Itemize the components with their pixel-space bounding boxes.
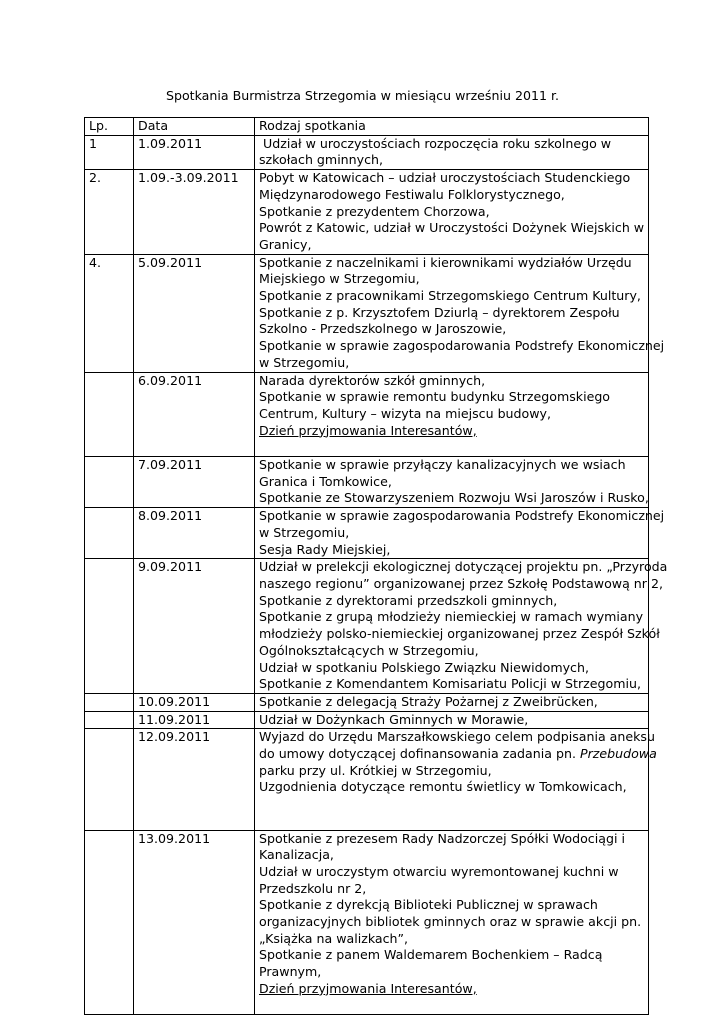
description-line: Granicy, — [259, 236, 312, 252]
description-line: Spotkanie z panem Waldemarem Bochenkiem – Radcą — [259, 947, 603, 963]
description-line: w Strzegomiu, — [259, 354, 350, 370]
row-lp — [85, 559, 134, 694]
table-row — [85, 711, 649, 729]
row-date: 13.09.2011 — [134, 830, 255, 1015]
description-line: Spotkanie z p. Krzysztofem Dziurlą – dyrektorem Zespołu — [259, 304, 620, 320]
header-date: Data — [134, 118, 255, 136]
description-line: Spotkanie z pracownikami Strzegomskiego Centrum Kultury, — [259, 288, 641, 304]
description-blank-line — [259, 439, 648, 456]
description-line: Międzynarodowego Festiwalu Folklorystycznego, — [259, 186, 565, 202]
row-date: 8.09.2011 — [134, 508, 255, 559]
row-date: 10.09.2011 — [134, 693, 255, 711]
description-blank-line — [259, 813, 648, 830]
description-line: Prawnym, — [259, 964, 322, 980]
description-line: Centrum, Kultury – wizyta na miejscu budowy, — [259, 405, 551, 421]
description-line: Dzień przyjmowania Interesantów, — [259, 422, 477, 438]
row-lp — [85, 457, 134, 508]
row-description — [255, 559, 668, 694]
description-line: Spotkanie w sprawie zagospodarowania Podstrefy Ekonomicznej — [259, 338, 665, 354]
row-description — [255, 170, 649, 255]
row-lp: 2. — [85, 170, 134, 255]
row-date: 12.09.2011 — [134, 729, 255, 830]
row-date: 9.09.2011 — [134, 559, 255, 694]
description-line: Udział w uroczystościach rozpoczęcia roku szkolnego w — [263, 135, 612, 151]
header-lp: Lp. — [85, 118, 134, 136]
description-line — [259, 746, 657, 763]
table-row — [85, 508, 649, 559]
description-line: Udział w spotkaniu Polskiego Związku Niewidomych, — [259, 659, 589, 675]
row-description — [255, 372, 649, 457]
description-line: Spotkanie w sprawie remontu budynku Strzegomskiego — [259, 389, 611, 405]
table-row — [85, 830, 649, 1015]
description-line: w Strzegomiu, — [259, 524, 350, 540]
row-description — [255, 693, 649, 711]
description-line: Udział w prelekcji ekologicznej dotyczącej projektu pn. „Przyroda — [259, 559, 668, 575]
row-lp — [85, 508, 134, 559]
description-line: Granica i Tomkowice, — [259, 473, 392, 489]
row-description — [255, 830, 649, 1015]
row-description — [255, 508, 665, 559]
description-line: Spotkanie z Komendantem Komisariatu Policji w Strzegomiu, — [259, 676, 641, 692]
description-blank-line — [259, 998, 648, 1015]
description-line: Spotkanie z dyrektorami przedszkoli gminnych, — [259, 592, 558, 608]
row-description — [255, 711, 649, 729]
row-date: 7.09.2011 — [134, 457, 255, 508]
description-line: Udział w Dożynkach Gminnych w Morawie, — [259, 711, 529, 727]
description-line: Spotkanie z prezydentem Chorzowa, — [259, 203, 490, 219]
description-line: Spotkanie w sprawie przyłączy kanalizacyjnych we wsiach — [259, 457, 626, 473]
description-line: Pobyt w Katowicach – udział uroczystościach Studenckiego — [259, 170, 631, 186]
meetings-table — [84, 117, 668, 1015]
table-row — [85, 729, 649, 830]
row-lp — [85, 372, 134, 457]
description-line: Narada dyrektorów szkół gminnych, — [259, 372, 486, 388]
description-line: „Książka na walizkach”, — [259, 930, 409, 946]
project-name-italic-line: parku przy ul. Krótkiej w Strzegomiu, — [259, 762, 492, 778]
page-title: Spotkania Burmistrza Strzegomia w miesiącu wrześniu 2011 r. — [165, 88, 560, 103]
description-line: Spotkanie ze Stowarzyszeniem Rozwoju Wsi Jaroszów i Rusko, — [259, 490, 649, 506]
table-row — [85, 254, 649, 372]
row-description — [255, 457, 649, 508]
row-description — [255, 729, 657, 830]
description-line: Szkolno - Przedszkolnego w Jaroszowie, — [259, 321, 507, 337]
description-line: Udział w uroczystym otwarciu wyremontowanej kuchni w — [259, 863, 619, 879]
description-line: Spotkanie z delegacją Straży Pożarnej z Zweibrücken, — [259, 693, 598, 709]
table-row — [85, 693, 649, 711]
description-line: Dzień przyjmowania Interesantów, — [259, 980, 477, 996]
description-line: Spotkanie w sprawie zagospodarowania Podstrefy Ekonomicznej — [259, 508, 665, 524]
description-line: Spotkanie z naczelnikami i kierownikami wydziałów Urzędu — [259, 254, 632, 270]
description-line: naszego regionu” organizowanej przez Szkołę Podstawową nr 2, — [259, 575, 663, 591]
description-text: do umowy dotyczącej dofinansowania zadania pn. — [259, 746, 576, 762]
row-lp — [85, 729, 134, 830]
description-line: organizacyjnych bibliotek gminnych oraz w sprawie akcji pn. — [259, 914, 642, 930]
description-line: Uzgodnienia dotyczące remontu świetlicy w Tomkowicach, — [259, 779, 627, 795]
row-lp — [85, 830, 134, 1015]
row-description — [255, 135, 649, 169]
description-line: Powrót z Katowic, udział w Uroczystości Dożynek Wiejskich w — [259, 220, 645, 236]
table-row — [85, 135, 649, 169]
table-row — [85, 457, 649, 508]
row-date: 5.09.2011 — [134, 254, 255, 372]
row-lp — [85, 693, 134, 711]
description-line: Spotkanie z grupą młodzieży niemieckiej w ramach wymiany — [259, 609, 644, 625]
row-description — [255, 254, 665, 372]
description-line: Przedszkolu nr 2, — [259, 880, 367, 896]
row-lp: 1 — [85, 135, 134, 169]
row-lp: 4. — [85, 254, 134, 372]
description-line: szkołach gminnych, — [259, 152, 384, 168]
description-line: Spotkanie z dyrekcją Biblioteki Publicznej w sprawach — [259, 897, 598, 913]
description-line: Ogólnokształcących w Strzegomiu, — [259, 642, 479, 658]
row-date: 6.09.2011 — [134, 372, 255, 457]
row-date: 11.09.2011 — [134, 711, 255, 729]
table-header-row — [85, 118, 649, 136]
description-blank-line — [259, 796, 648, 813]
description-line: Kanalizacja, — [259, 847, 334, 863]
table-row — [85, 559, 649, 694]
description-line: młodzieży polsko-niemieckiej organizowanej przez Zespół Szkół — [259, 626, 660, 642]
description-line: Wyjazd do Urzędu Marszałkowskiego celem podpisania aneksu — [259, 729, 655, 745]
row-date: 1.09.2011 — [134, 135, 255, 169]
row-lp — [85, 711, 134, 729]
header-type: Rodzaj spotkania — [255, 118, 649, 136]
project-name-italic: Przebudowa — [579, 746, 657, 762]
row-date: 1.09.-3.09.2011 — [134, 170, 255, 255]
description-line: Spotkanie z prezesem Rady Nadzorczej Spółki Wodociągi i — [259, 830, 625, 846]
table-row — [85, 372, 649, 457]
description-line: Miejskiego w Strzegomiu, — [259, 271, 420, 287]
description-line: Sesja Rady Miejskiej, — [259, 541, 391, 557]
table-row — [85, 170, 649, 255]
